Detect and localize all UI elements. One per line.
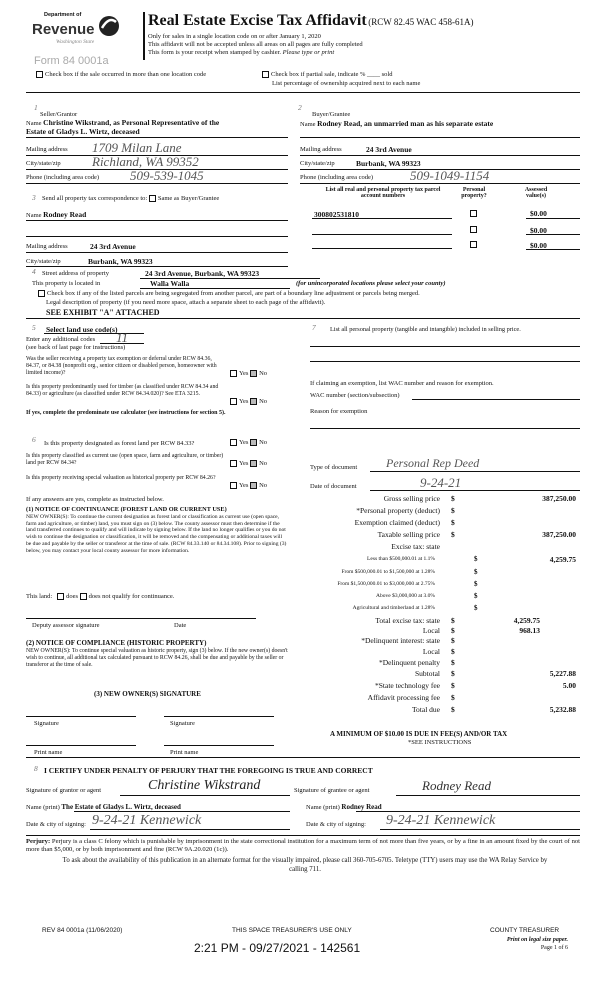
page-number: Page 1 of 6 — [540, 945, 568, 951]
location-label: This property is located in — [32, 280, 101, 287]
grantee-date-label: Date & city of signing: — [306, 821, 366, 828]
personal-checkbox-1[interactable] — [470, 210, 477, 217]
section-3-number: 3 — [32, 193, 36, 202]
subtotal-value: 5,227.88 — [549, 669, 576, 678]
q-predominate: If yes, complete the predominate use calculator (see instructions for section 5). — [26, 410, 226, 416]
segregated-check[interactable]: Check box if any of the listed parcels are being segregated from another parcel, are part of a boundary line adjustment or parcels being merged. — [38, 290, 420, 297]
wac-label: WAC number (section/subsection) — [310, 392, 400, 399]
q-historic-yn[interactable]: Yes No — [230, 482, 267, 489]
subtitle-2: This affidavit will not be accepted unless all areas on all pages are fully completed — [148, 41, 363, 48]
seller-mail-label: Mailing address — [26, 146, 68, 153]
local-value: 968.13 — [519, 626, 540, 635]
grantor-sig-label: Signature of grantor or agent — [26, 787, 102, 794]
same-as-buyer-checkbox[interactable] — [149, 195, 156, 202]
tech-fee-label: *State technology fee — [375, 681, 440, 690]
yes-instruct: If any answers are yes, complete as instructed below. — [26, 496, 164, 503]
parcel-value-3: $0.00 — [530, 241, 547, 250]
dor-logo — [32, 10, 122, 50]
personal-checkbox-2[interactable] — [470, 226, 477, 233]
exhibit-note: SEE EXHIBIT "A" ATTACHED — [46, 308, 160, 317]
logo-dept: Department of — [44, 12, 82, 18]
personal-checkbox-3[interactable] — [470, 241, 477, 248]
grantee-date-city: 9-24-21 Kennewick — [386, 813, 496, 828]
buyer-name: Name Rodney Read, an unmarried man as his separate estate — [300, 119, 494, 128]
checkbox[interactable] — [38, 290, 45, 297]
rate-1-label: Less than $500,000.01 at 1.1% — [367, 556, 435, 562]
partial-sale-check[interactable]: Check box if partial sale, indicate % ____ sold — [262, 71, 393, 78]
buyer-city-label: City/state/zip — [300, 160, 335, 167]
see-instructions: *SEE INSTRUCTIONS — [408, 739, 472, 746]
q-forest: Is this property designated as forest land per RCW 84.33? — [44, 440, 195, 447]
checkbox[interactable] — [36, 71, 43, 78]
this-land-row: This land: does does not qualify for continuance. — [26, 593, 175, 600]
form-id: Form 84 0001a — [34, 55, 109, 67]
send-tax-label: Send all property tax correspondence to: Same as Buyer/Grantee — [42, 195, 220, 202]
delinquent-int-local-label: Local — [422, 647, 440, 656]
seller-heading: Seller/Grantor — [40, 111, 78, 118]
owner-print-label-2: Print name — [170, 749, 199, 756]
land-use-heading: Select land use code(s) — [46, 325, 118, 334]
q-current-use-yn[interactable]: Yes No — [230, 460, 267, 467]
section-4-number: 4 — [32, 267, 36, 276]
buyer-heading: Buyer/Grantee — [312, 111, 351, 118]
doc-type-value: Personal Rep Deed — [386, 456, 480, 470]
total-excise-label: Total excise tax: state — [375, 616, 440, 625]
form-title — [148, 12, 473, 30]
title-text: Real Estate Excise Tax Affidavit — [148, 12, 367, 29]
rev-number: REV 84 0001a (11/06/2020) — [42, 927, 123, 934]
local-label: Local — [422, 626, 440, 635]
subtitle-3: This form is your receipt when stamped by cashier. Please type or print — [148, 49, 335, 56]
seller-mail: 1709 Milan Lane — [92, 140, 182, 155]
legal-paper-note: Print on legal size paper. — [506, 937, 568, 943]
section-8-number: 8 — [34, 764, 38, 773]
subtotal-label: Subtotal — [414, 669, 440, 678]
certify-text: I CERTIFY UNDER PENALTY OF PERJURY THAT THE FOREGOING IS TRUE AND CORRECT — [44, 766, 373, 775]
delinquent-int-state-label: *Delinquent interest: state — [361, 636, 440, 645]
sec3-mail: 24 3rd Avenue — [90, 242, 136, 251]
section-7-number: 7 — [312, 323, 316, 332]
section-5-number: 5 — [32, 323, 36, 332]
addl-codes-value: 11 — [116, 330, 129, 345]
parcel-value-1: $0.00 — [530, 209, 547, 218]
grantor-name: Name (print) The Estate of Gladys L. Wirtz, deceased — [26, 803, 181, 811]
total-due-label: Total due — [411, 705, 440, 714]
parcel-value-2: $0.00 — [530, 226, 547, 235]
grantee-sig-label: Signature of grantee or agent — [294, 787, 370, 794]
parcel-header-2: Personal property? — [461, 187, 487, 199]
buyer-mail-label: Mailing address — [300, 146, 342, 153]
rate-1-value: 4,259.75 — [549, 555, 576, 564]
buyer-phone: 509-1049-1154 — [410, 168, 490, 183]
parcel-header-1: List all real and personal property tax parcel account numbers — [325, 187, 441, 199]
parcel-number-1: 300802531810 — [314, 210, 359, 219]
seller-name: Name Christine Wikstrand, as Personal Representative of the — [26, 118, 220, 127]
section-1-number: 1 — [34, 103, 38, 112]
notice-3-head: (3) NEW OWNER(S) SIGNATURE — [94, 690, 201, 698]
tech-fee-value: 5.00 — [562, 681, 576, 690]
street-address: 24 3rd Avenue, Burbank, WA 99323 — [145, 269, 260, 278]
sec3-name: Name Rodney Read — [26, 210, 87, 219]
buyer-mail: 24 3rd Avenue — [366, 145, 412, 154]
location-note: (for unincorporated locations please select your county) — [296, 280, 446, 287]
addl-codes-label: Enter any additional codes — [26, 336, 96, 343]
q-exemption-yn[interactable]: Yes No — [230, 370, 267, 377]
grantor-date-city: 9-24-21 Kennewick — [92, 813, 202, 828]
receipt-stamp: 2:21 PM - 09/27/2021 - 142561 — [194, 941, 361, 955]
county-treasurer: COUNTY TREASURER — [490, 927, 560, 934]
rate-5-label: Agricultural and timberland at 1.28% — [352, 605, 435, 611]
grantor-date-label: Date & city of signing: — [26, 821, 86, 828]
exempt-label: Exemption claimed (deduct) — [354, 518, 440, 527]
section-6-number: 6 — [32, 435, 36, 444]
deputy-sig-label: Deputy assessor signature — [32, 622, 100, 629]
perjury-text: Perjury: Perjury is a class C felony which is punishable by imprisonment in the state correctional institution for a maximum term of not more than five years, or by a fine in an amount fixed by the court of not more than $5,000, or by both imprisonment and fine (RCW 9A.20.020 (1c)). — [26, 838, 580, 853]
checkbox[interactable] — [262, 71, 269, 78]
location-value: Walla Walla — [150, 279, 190, 288]
buyer-city: Burbank, WA 99323 — [356, 159, 421, 168]
q-forest-yn[interactable]: Yes No — [230, 439, 267, 446]
notice-1-body: NEW OWNER(S): To continue the current designation as forest land or classification as current use (open space, farm and agriculture, or timber) land, you must sign on (3) below. The county assessor must then determine if the land transferred continues to qualify and will indicate by signing below. If the land no longer qualifies or you do not wish to continue the designation or classification, it will be removed and the compensating or additional taxes will be due and payable by the seller or transferor at the time of sale. (RCW 84.33.140 or 84.34.108). Prior to signing (3) below, you may contact your local county assessor for more information. — [26, 514, 287, 554]
accessibility-note: To ask about the availability of this publication in an alternate format for the visually impaired, please call 360-705-6705. Teletype (TTY) users may use the WA Relay Service by calling 711. — [62, 857, 548, 873]
sec3-mail-label: Mailing address — [26, 243, 68, 250]
processing-fee-label: Affidavit processing fee — [367, 693, 440, 702]
q-current-use: Is this property classified as current use (open space, farm and agriculture, or timber) land per RCW 84.34? — [26, 453, 224, 466]
buyer-phone-label: Phone (including area code) — [300, 174, 374, 181]
gross-label: Gross selling price — [383, 494, 440, 503]
logo-state: Washington State — [56, 39, 95, 45]
min-due-note: A MINIMUM OF $10.00 IS DUE IN FEE(S) AND/OR TAX — [330, 730, 508, 738]
q-timber-yn[interactable]: Yes No — [230, 398, 267, 405]
section-2-number: 2 — [298, 103, 302, 112]
sec3-city-label: City/state/zip — [26, 258, 61, 265]
list-pct-note: List percentage of ownership acquired next to each name — [272, 80, 421, 87]
total-due-value: 5,232.88 — [549, 705, 576, 714]
treasurer-space: THIS SPACE TREASURER'S USE ONLY — [232, 927, 352, 934]
rate-4-label: Above $3,000,000 at 3.0% — [376, 593, 435, 599]
excise-label: Excise tax: state — [391, 542, 440, 551]
q-exemption: Was the seller receiving a property tax exemption or deferral under RCW 84.36, 84.37, or 84.38 (nonprofit org., senior citizen or disabled person, homeowner with limited income)? — [26, 356, 217, 376]
reason-label: Reason for exemption — [310, 408, 368, 415]
logo-name: Revenue — [32, 21, 95, 38]
owner-sig-label-2: Signature — [170, 720, 195, 727]
taxable-value: 387,250.00 — [542, 530, 576, 539]
seller-city-label: City/state/zip — [26, 160, 61, 167]
multi-location-check[interactable]: Check box if the sale occurred in more than one location code — [36, 71, 206, 78]
q-historic: Is this property receiving special valuation as historical property per RCW 84.26? — [26, 475, 216, 481]
grantee-signature: Rodney Read — [422, 778, 491, 793]
grantee-name: Name (print) Rodney Read — [306, 803, 382, 811]
seller-phone: 509-539-1045 — [130, 168, 204, 183]
seller-name-2: Estate of Gladys L. Wirtz, deceased — [26, 127, 140, 136]
personal-list-label: List all personal property (tangible and intangible) included in selling price. — [330, 326, 521, 333]
doc-date-value: 9-24-21 — [420, 475, 462, 490]
rate-3-label: From $1,500,000.01 to $3,000,000 at 2.75% — [337, 581, 435, 587]
seller-phone-label: Phone (including area code) — [26, 174, 100, 181]
doc-type-label: Type of document — [310, 464, 358, 471]
see-back-note: (see back of last page for instructions) — [26, 344, 126, 351]
owner-print-label-1: Print name — [34, 749, 63, 756]
title-rcw: (RCW 82.45 WAC 458-61A) — [368, 17, 474, 27]
notice-2-head: (2) NOTICE OF COMPLIANCE (HISTORIC PROPERTY) — [26, 639, 207, 647]
grantor-signature: Christine Wikstrand — [148, 778, 261, 793]
total-excise-value: 4,259.75 — [513, 616, 540, 625]
gross-value: 387,250.00 — [542, 494, 576, 503]
rate-2-label: From $500,000.01 to $1,500,000 at 1.28% — [341, 569, 435, 575]
notice-1-head: (1) NOTICE OF CONTINUANCE (FOREST LAND OR CURRENT USE) — [26, 506, 227, 513]
notice-2-body: NEW OWNER(S): To continue special valuation as historic property, sign (3) below. If the new owner(s) doesn't wish to continue, all additional tax calculated pursuant to RCW 84.26, shall be due and payable by the seller or transferor at the time of sale. — [26, 648, 288, 668]
delinquent-penalty-label: *Delinquent penalty — [378, 658, 440, 667]
personal-label: *Personal property (deduct) — [356, 506, 440, 515]
seller-city: Richland, WA 99352 — [92, 154, 199, 169]
q-timber: Is this property predominantly used for timber (as classified under RCW 84.34 and 84.33) or agriculture (as classified under RCW 84.34.020)? See ETA 3215. — [26, 384, 219, 397]
doc-date-label: Date of document — [310, 483, 357, 490]
owner-sig-label-1: Signature — [34, 720, 59, 727]
legal-desc-label: Legal description of property (if you need more space, attach a separate sheet to each page of the affidavit). — [46, 299, 326, 306]
deputy-date-label: Date — [174, 622, 187, 629]
taxable-label: Taxable selling price — [377, 530, 440, 539]
sec3-city: Burbank, WA 99323 — [88, 257, 153, 266]
street-label: Street address of property — [42, 270, 109, 277]
claim-label: If claiming an exemption, list WAC number and reason for exemption. — [310, 380, 494, 387]
parcel-header-3: Assessed value(s) — [524, 187, 548, 199]
logo-swoosh-icon — [98, 14, 120, 38]
subtitle-1: Only for sales in a single location code on or after January 1, 2020 — [148, 33, 321, 40]
